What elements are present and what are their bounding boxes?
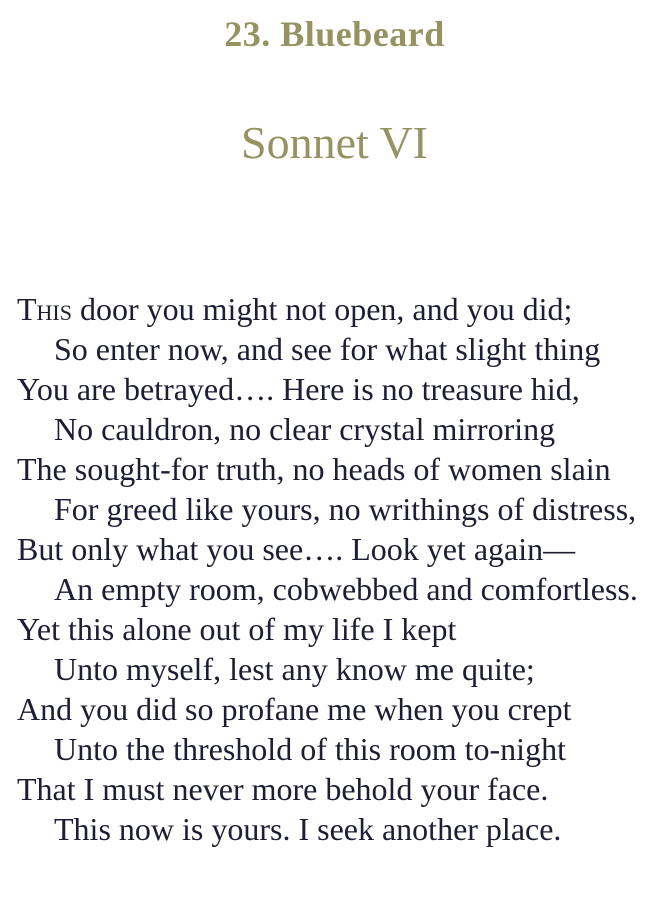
poem-line-8: An empty room, cobwebbed and comfortless. bbox=[54, 571, 638, 607]
poem-line-2: So enter now, and see for what slight thing bbox=[54, 331, 601, 367]
poem-line-11: And you did so profane me when you crept bbox=[17, 691, 572, 727]
poem-line-12: Unto the threshold of this room to-night bbox=[54, 731, 566, 767]
poem-line-1-smallcaps-lead: This bbox=[17, 291, 72, 327]
poem-line-9: Yet this alone out of my life I kept bbox=[17, 611, 457, 647]
poem-line-10: Unto myself, lest any know me quite; bbox=[54, 651, 535, 687]
poem-line-13: That I must never more behold your face. bbox=[17, 771, 549, 807]
poem-body bbox=[17, 289, 665, 849]
poem-line-6: For greed like yours, no writhings of distress, bbox=[54, 491, 637, 527]
poem-line-5: The sought-for truth, no heads of women slain bbox=[17, 451, 611, 487]
poem-line-14: This now is yours. I seek another place. bbox=[54, 811, 562, 847]
poem-line-7: But only what you see…. Look yet again— bbox=[17, 531, 576, 567]
poem-line-4: No cauldron, no clear crystal mirroring bbox=[54, 411, 556, 447]
poem-line-1-rest: door you might not open, and you did; bbox=[72, 291, 573, 327]
chapter-heading: 23. Bluebeard bbox=[224, 14, 445, 54]
poem-line-1 bbox=[17, 289, 665, 329]
poem-line-3: You are betrayed…. Here is no treasure hid, bbox=[17, 371, 580, 407]
poem-title: Sonnet VI bbox=[241, 117, 428, 168]
